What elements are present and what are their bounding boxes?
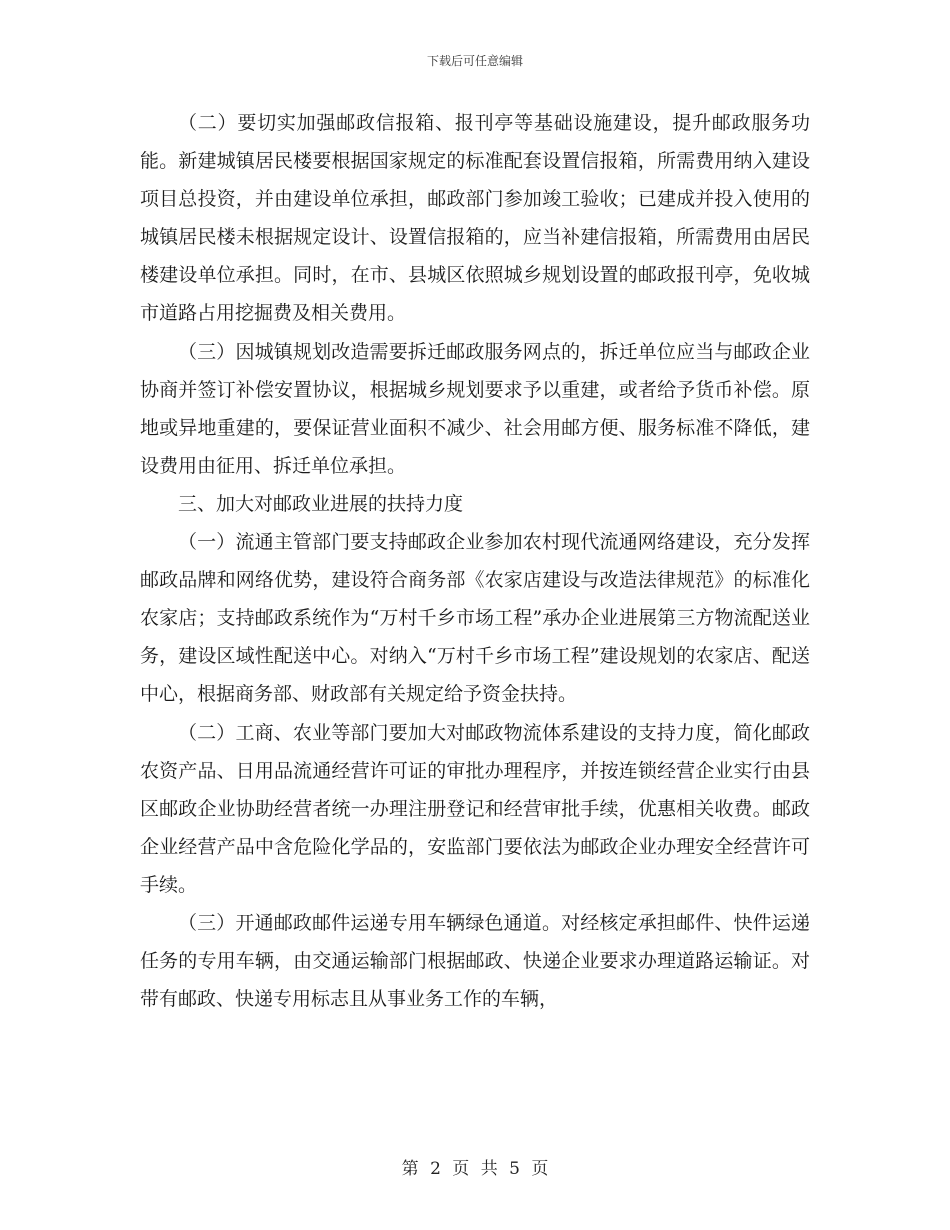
page-number-footer: 第 2 页 共 5 页	[401, 1159, 549, 1179]
paragraph-postal-mailbox: （二）要切实加强邮政信报箱、报刊亭等基础设施建设，提升邮政服务功能。新建城镇居民楼要根据国家规定的标准配套设置信报箱，所需费用纳入建设项目总投资，并由建设单位承担，邮政部门参加竣工验收；已建成并投入使用的城镇居民楼未根据规定设计、设置信报箱的，应当补建信报箱，所需费用由居民楼建设单位承担。同时，在市、县城区依照城乡规划设置的邮政报刊亭，免收城市道路占用挖掘费及相关费用。	[140, 112, 810, 325]
paragraph-green-channel: （三）开通邮政邮件运递专用车辆绿色通道。对经核定承担邮件、快件运递任务的专用车辆，由交通运输部门根据邮政、快递企业要求办理道路运输证。对带有邮政、快递专用标志且从事业务工作的车辆，	[140, 911, 810, 1011]
header-note: 下载后可任意编辑	[426, 54, 523, 68]
document-body	[140, 104, 810, 1018]
paragraph-relocation: （三）因城镇规划改造需要拆迁邮政服务网点的，拆迁单位应当与邮政企业协商并签订补偿安置协议，根据城乡规划要求予以重建，或者给予货币补偿。原地或异地重建的，要保证营业面积不减少、社会用邮方便、服务标准不降低，建设费用由征用、拆迁单位承担。	[140, 340, 810, 477]
paragraph-logistics-support: （二）工商、农业等部门要加大对邮政物流体系建设的支持力度，简化邮政农资产品、日用品流通经营许可证的审批办理程序，并按连锁经营企业实行由县区邮政企业协助经营者统一办理注册登记和经营审批手续，优惠相关收费。邮政企业经营产品中含危险化学品的，安监部门要依法为邮政企业办理安全经营许可手续。	[140, 721, 810, 896]
paragraph-rural-logistics: （一）流通主管部门要支持邮政企业参加农村现代流通网络建设，充分发挥邮政品牌和网络优势，建设符合商务部《农家店建设与改造法律规范》的标准化农家店；支持邮政系统作为“万村千乡市场工程”承办企业进展第三方物流配送业务，建设区域性配送中心。对纳入“万村千乡市场工程”建设规划的农家店、配送中心，根据商务部、财政部有关规定给予资金扶持。	[140, 531, 810, 706]
section-heading: 三、加大对邮政业进展的扶持力度	[178, 492, 464, 515]
